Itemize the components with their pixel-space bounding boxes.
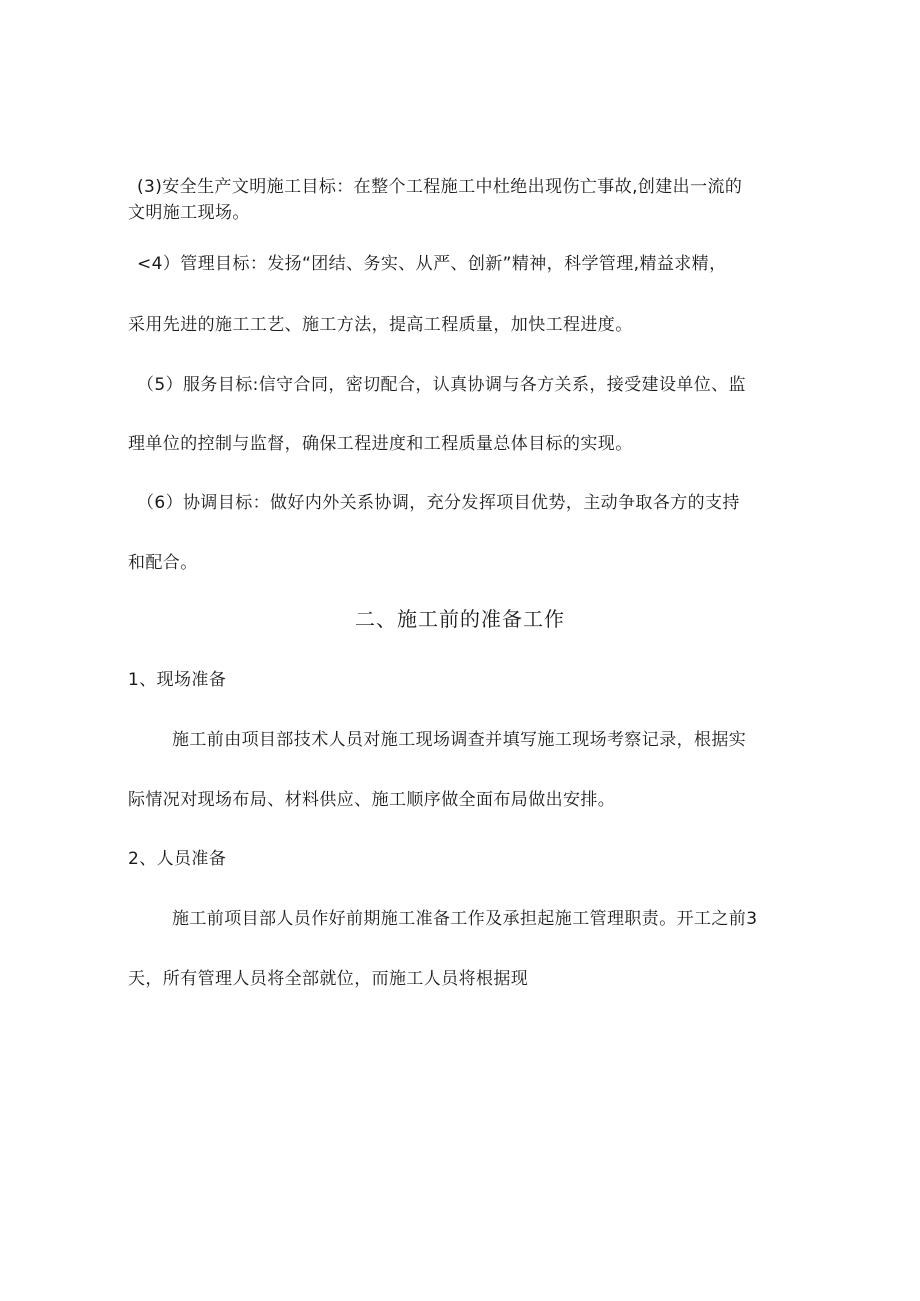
section-heading: 二、施工前的准备工作: [355, 607, 565, 631]
goal5-line1: （5）服务目标:信守合同，密切配合，认真协调与各方关系，接受建设单位、监: [137, 375, 746, 395]
goal6-line1: （6）协调目标：做好内外关系协调，充分发挥项目优势，主动争取各方的支持: [137, 493, 740, 513]
subsection-2-line1: 施工前项目部人员作好前期施工准备工作及承担起施工管理职责。开工之前3: [172, 909, 758, 929]
goal3-line1: (3)安全生产文明施工目标：在整个工程施工中杜绝出现伤亡事故,创建出一流的: [137, 177, 743, 197]
goal4-line2: 采用先进的施工工艺、施工方法，提高工程质量，加快工程进度。: [128, 315, 633, 335]
subsection-1-title: 1、现场准备: [128, 670, 227, 690]
goal6-line2: 和配合。: [128, 553, 198, 573]
subsection-1-line1: 施工前由项目部技术人员对施工现场调查并填写施工现场考察记录，根据实: [172, 730, 747, 750]
goal3-line2: 文明施工现场。: [128, 203, 250, 223]
subsection-1-line2: 际情况对现场布局、材料供应、施工顺序做全面布局做出安排。: [128, 790, 616, 810]
goal4-line1: <4）管理目标：发扬“团结、务实、从严、创新”精神，科学管理,精益求精，: [137, 254, 727, 274]
subsection-2-title: 2、人员准备: [128, 849, 227, 869]
goal5-line2: 理单位的控制与监督，确保工程进度和工程质量总体目标的实现。: [128, 434, 633, 454]
subsection-2-line2: 天，所有管理人员将全部就位，而施工人员将根据现: [128, 969, 529, 989]
